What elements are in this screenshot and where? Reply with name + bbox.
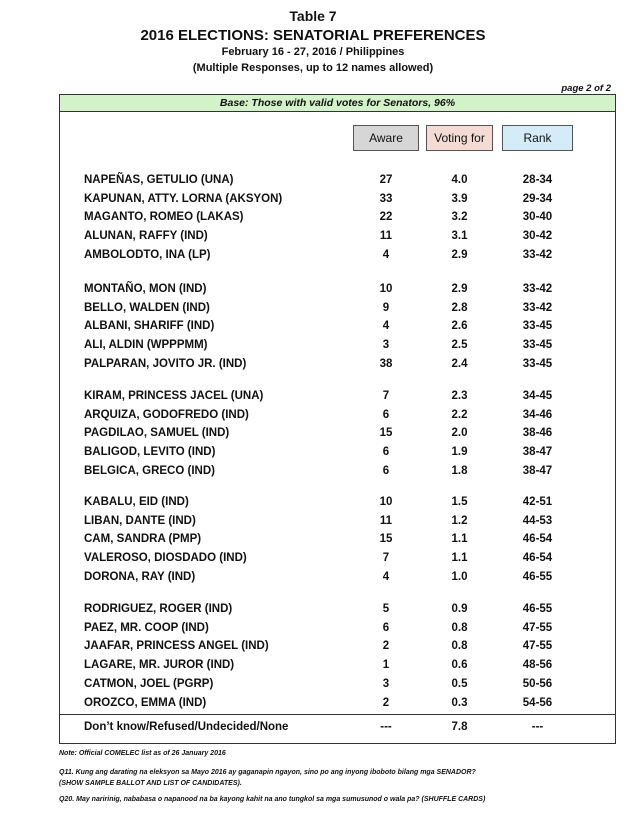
cell-rank: 54-56 xyxy=(522,696,553,709)
survey-dates: February 16 - 27, 2016 / Philippines xyxy=(221,46,405,58)
cell-voting: 1.9 xyxy=(451,446,468,459)
cell-rank: 30-42 xyxy=(522,230,553,243)
table-row xyxy=(60,336,615,354)
cell-name: MAGANTO, ROMEO (LAKAS) xyxy=(84,211,244,224)
cell-rank: 47-55 xyxy=(522,640,553,653)
cell-voting: 4.0 xyxy=(451,174,468,186)
table-row xyxy=(60,387,615,405)
cell-voting: 3.9 xyxy=(451,192,468,205)
table-row xyxy=(60,637,615,655)
cell-aware: 33 xyxy=(379,192,393,205)
cell-voting: 2.8 xyxy=(451,301,468,314)
table-row xyxy=(60,675,615,693)
cell-aware: 2 xyxy=(382,696,390,709)
cell-rank: 33-42 xyxy=(522,248,553,261)
cell-aware: 38 xyxy=(379,357,393,370)
cell-voting: 2.0 xyxy=(451,427,468,440)
cell-voting: 1.1 xyxy=(451,533,468,546)
cell-name: KIRAM, PRINCESS JACEL (UNA) xyxy=(84,390,264,402)
table-row xyxy=(60,694,615,712)
table-row xyxy=(60,424,615,442)
column-header-voting-for: Voting for xyxy=(426,125,493,151)
table-row xyxy=(60,280,615,298)
cell-voting: 1.8 xyxy=(451,464,468,477)
cell-rank: 50-56 xyxy=(522,677,553,690)
cell-aware: 1 xyxy=(382,659,390,672)
cell-name: BELGICA, GRECO (IND) xyxy=(84,464,215,477)
cell-voting: 3.1 xyxy=(451,230,468,243)
table-row xyxy=(60,443,615,461)
cell-voting: 2.5 xyxy=(451,339,468,352)
cell-voting: 2.3 xyxy=(451,390,468,402)
cell-rank: 38-46 xyxy=(522,427,553,440)
cell-voting: 0.8 xyxy=(451,640,468,653)
cell-voting: 0.6 xyxy=(451,659,468,672)
cell-voting: 0.8 xyxy=(451,621,468,634)
cell-aware: 6 xyxy=(382,464,390,477)
cell-aware: 5 xyxy=(382,603,390,615)
table-row xyxy=(60,600,615,618)
page-number: page 2 of 2 xyxy=(561,83,611,94)
cell-name: BALIGOD, LEVITO (IND) xyxy=(84,446,216,459)
cell-rank: 46-55 xyxy=(522,570,553,583)
table-row xyxy=(60,355,615,373)
cell-name: LIBAN, DANTE (IND) xyxy=(84,514,196,527)
cell-rank: 46-55 xyxy=(522,603,553,615)
cell-name: MONTAÑO, MON (IND) xyxy=(84,283,207,295)
cell-aware: 11 xyxy=(379,514,393,527)
cell-rank: 47-55 xyxy=(522,621,553,634)
table-row xyxy=(60,568,615,586)
cell-name: CATMON, JOEL (PGRP) xyxy=(84,677,214,690)
cell-rank: 44-53 xyxy=(522,514,553,527)
table-row xyxy=(60,227,615,245)
table-divider xyxy=(60,714,615,715)
cell-aware: 4 xyxy=(382,320,390,333)
cell-rank: 33-42 xyxy=(522,283,553,295)
cell-name: LAGARE, MR. JUROR (IND) xyxy=(84,659,235,672)
cell-aware: 3 xyxy=(382,339,390,352)
cell-aware: 7 xyxy=(382,390,390,402)
cell-voting: 1.2 xyxy=(451,514,468,527)
cell-aware: 22 xyxy=(379,211,393,224)
cell-name: CAM, SANDRA (PMP) xyxy=(84,533,202,546)
cell-voting: 0.5 xyxy=(451,677,468,690)
cell-aware: 3 xyxy=(382,677,390,690)
cell-voting: 2.9 xyxy=(451,283,468,295)
cell-voting: 2.9 xyxy=(451,248,468,261)
cell-aware: 6 xyxy=(382,408,390,421)
cell-aware: 2 xyxy=(382,640,390,653)
cell-rank: 33-42 xyxy=(522,301,553,314)
cell-voting: 2.4 xyxy=(451,357,468,370)
cell-rank: 33-45 xyxy=(522,357,553,370)
table-row xyxy=(60,530,615,548)
cell-name: DORONA, RAY (IND) xyxy=(84,570,196,583)
cell-name: PALPARAN, JOVITO JR. (IND) xyxy=(84,357,247,370)
cell-voting: 3.2 xyxy=(451,211,468,224)
cell-rank: 46-54 xyxy=(522,533,553,546)
cell-rank: 38-47 xyxy=(522,446,553,459)
cell-rank: 33-45 xyxy=(522,339,553,352)
cell-name: ARQUIZA, GODOFREDO (IND) xyxy=(84,408,249,421)
cell-rank: 34-45 xyxy=(522,390,553,402)
table-row xyxy=(60,208,615,226)
table-row xyxy=(60,171,615,189)
subtitle: (Multiple Responses, up to 12 names allowed) xyxy=(192,62,434,74)
table-row xyxy=(60,299,615,317)
table-row xyxy=(60,656,615,674)
cell-rank: 29-34 xyxy=(522,192,553,205)
results-table xyxy=(59,94,616,744)
footer-voting: 7.8 xyxy=(451,721,468,733)
cell-name: AMBOLODTO, INA (LP) xyxy=(84,248,211,261)
table-row xyxy=(60,190,615,208)
cell-aware: 15 xyxy=(379,427,393,440)
cell-rank: 42-51 xyxy=(522,496,553,508)
base-banner: Base: Those with valid votes for Senators, 96% xyxy=(60,95,615,112)
cell-aware: 4 xyxy=(382,570,390,583)
cell-rank: 33-45 xyxy=(522,320,553,333)
table-row xyxy=(60,317,615,335)
cell-aware: 6 xyxy=(382,446,390,459)
note-q11-instruction: (SHOW SAMPLE BALLOT AND LIST OF CANDIDATES). xyxy=(59,780,242,787)
footer-row xyxy=(60,717,615,737)
cell-voting: 1.1 xyxy=(451,552,468,565)
note-q11: Q11. Kung ang darating na eleksyon sa Mayo 2016 ay gaganapin ngayon, sino po ang inyong iboboto bilang mga SENADOR? xyxy=(59,769,476,776)
cell-rank: 38-47 xyxy=(522,464,553,477)
table-row xyxy=(60,493,615,511)
column-header-aware: Aware xyxy=(353,125,419,151)
table-row xyxy=(60,462,615,480)
column-header-rank: Rank xyxy=(502,125,573,151)
footer-aware: --- xyxy=(380,721,392,733)
cell-name: ALI, ALDIN (WPPPMM) xyxy=(84,339,208,352)
cell-rank: 34-46 xyxy=(522,408,553,421)
table-row xyxy=(60,246,615,264)
cell-name: ALUNAN, RAFFY (IND) xyxy=(84,230,208,243)
note-q20: Q20. May naririnig, nababasa o napanood na ba kayong kahit na ano tungkol sa mga sumusunod o wala pa? (SHUFFLE CARDS) xyxy=(59,796,486,803)
cell-voting: 1.0 xyxy=(451,570,468,583)
cell-aware: 9 xyxy=(382,301,390,314)
table-row xyxy=(60,619,615,637)
cell-aware: 27 xyxy=(379,174,393,186)
table-row xyxy=(60,549,615,567)
cell-aware: 4 xyxy=(382,248,390,261)
cell-aware: 6 xyxy=(382,621,390,634)
table-row xyxy=(60,512,615,530)
footer-rank: --- xyxy=(531,721,544,733)
cell-name: KAPUNAN, ATTY. LORNA (AKSYON) xyxy=(84,192,283,205)
cell-aware: 15 xyxy=(379,533,393,546)
cell-voting: 2.6 xyxy=(451,320,468,333)
cell-voting: 0.9 xyxy=(451,603,468,615)
cell-rank: 46-54 xyxy=(522,552,553,565)
cell-voting: 0.3 xyxy=(451,696,468,709)
cell-name: KABALU, EID (IND) xyxy=(84,496,189,508)
cell-rank: 28-34 xyxy=(522,174,553,186)
page-title: 2016 ELECTIONS: SENATORIAL PREFERENCES xyxy=(140,27,486,44)
cell-aware: 7 xyxy=(382,552,390,565)
cell-voting: 2.2 xyxy=(451,408,468,421)
cell-name: VALEROSO, DIOSDADO (IND) xyxy=(84,552,247,565)
cell-name: BELLO, WALDEN (IND) xyxy=(84,301,210,314)
cell-name: JAAFAR, PRINCESS ANGEL (IND) xyxy=(84,640,269,653)
cell-rank: 48-56 xyxy=(522,659,553,672)
cell-aware: 10 xyxy=(379,496,393,508)
cell-rank: 30-40 xyxy=(522,211,553,224)
cell-name: NAPEÑAS, GETULIO (UNA) xyxy=(84,174,234,186)
footer-label: Don’t know/Refused/Undecided/None xyxy=(84,721,289,733)
cell-aware: 10 xyxy=(379,283,393,295)
cell-name: PAGDILAO, SAMUEL (IND) xyxy=(84,427,230,440)
cell-aware: 11 xyxy=(379,230,393,243)
note-comelec: Note: Official COMELEC list as of 26 January 2016 xyxy=(59,750,226,757)
cell-name: PAEZ, MR. COOP (IND) xyxy=(84,621,209,634)
table-row xyxy=(60,406,615,424)
cell-name: ALBANI, SHARIFF (IND) xyxy=(84,320,215,333)
cell-name: OROZCO, EMMA (IND) xyxy=(84,696,207,709)
cell-name: RODRIGUEZ, ROGER (IND) xyxy=(84,603,233,615)
table-label: Table 7 xyxy=(289,8,337,24)
cell-voting: 1.5 xyxy=(451,496,468,508)
